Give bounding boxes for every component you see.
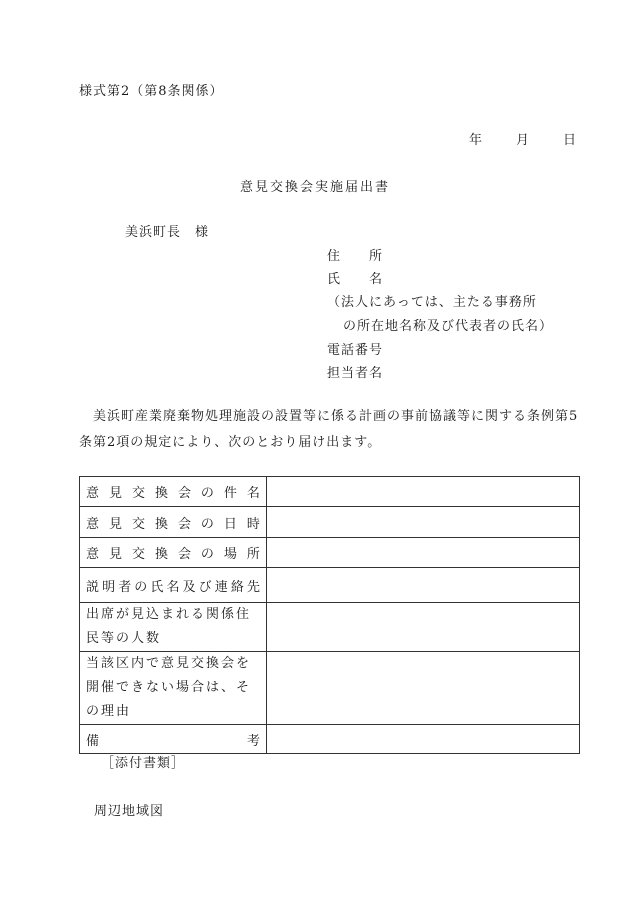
dist-text: 意 見 交 換 会 の 日 時: [86, 516, 260, 532]
document-title: 意見交換会実施届出書: [239, 180, 390, 195]
notification-table: [79, 476, 580, 754]
value-presenter[interactable]: [267, 568, 580, 603]
table-row: [80, 538, 580, 568]
value-remarks[interactable]: [267, 725, 580, 754]
applicant-name-label: 氏 名: [327, 272, 384, 287]
value-reason[interactable]: [267, 652, 580, 725]
value-meeting-subject[interactable]: [267, 477, 580, 507]
value-attendees[interactable]: [267, 603, 580, 652]
label-meeting-datetime: [80, 507, 267, 538]
label-attendees-text: 出席が見込まれる関係住民等の人数: [86, 607, 252, 646]
value-meeting-place[interactable]: [267, 538, 580, 568]
label-attendees: [80, 603, 267, 652]
label-reason-text: 当該区内で意見交換会を開催できない場合は、その理由: [86, 656, 252, 719]
table-row: [80, 652, 580, 725]
date-year-label: 年: [469, 133, 483, 148]
date-day-label: 日: [563, 133, 577, 148]
table-row: [80, 477, 580, 507]
table-row: [80, 568, 580, 603]
table-row: [80, 603, 580, 652]
date-month-label: 月: [516, 133, 530, 148]
form-number: 様式第2（第8条関係）: [79, 84, 224, 99]
table-row: [80, 507, 580, 538]
applicant-note-line-2: の所在地名称及び代表者の氏名）: [343, 319, 554, 334]
applicant-address-label: 住 所: [327, 249, 384, 264]
applicant-contact-label: 担当者名: [327, 366, 384, 381]
applicant-phone-label: 電話番号: [327, 343, 384, 358]
label-meeting-place: [80, 538, 267, 568]
value-meeting-datetime[interactable]: [267, 507, 580, 538]
label-meeting-subject: [80, 477, 267, 507]
applicant-note-line-1: （法人にあっては、主たる事務所: [327, 295, 537, 310]
dist-text: 意 見 交 換 会 の 件 名: [86, 486, 260, 501]
label-reason: [80, 652, 267, 725]
attachment-surrounding-area-map: 周辺地域図: [94, 804, 165, 819]
body-text: 美浜町産業廃棄物処理施設の設置等に係る計画の事前協議等に関する条例第5条第2項の規定により、次のとおり届け出ます。: [79, 409, 579, 450]
addressee: 美浜町長 様: [125, 225, 210, 240]
dist-text: 意 見 交 換 会 の 場 所: [86, 547, 260, 562]
label-remarks: [80, 725, 267, 754]
dist-text: 説 明 者 の 氏 名 及 び 連 絡 先: [86, 579, 260, 595]
attachments-heading: ［添付書類］: [101, 756, 186, 771]
label-presenter: [80, 568, 267, 603]
table-row: [80, 725, 580, 754]
label-remarks-text: 備 考: [86, 733, 260, 749]
